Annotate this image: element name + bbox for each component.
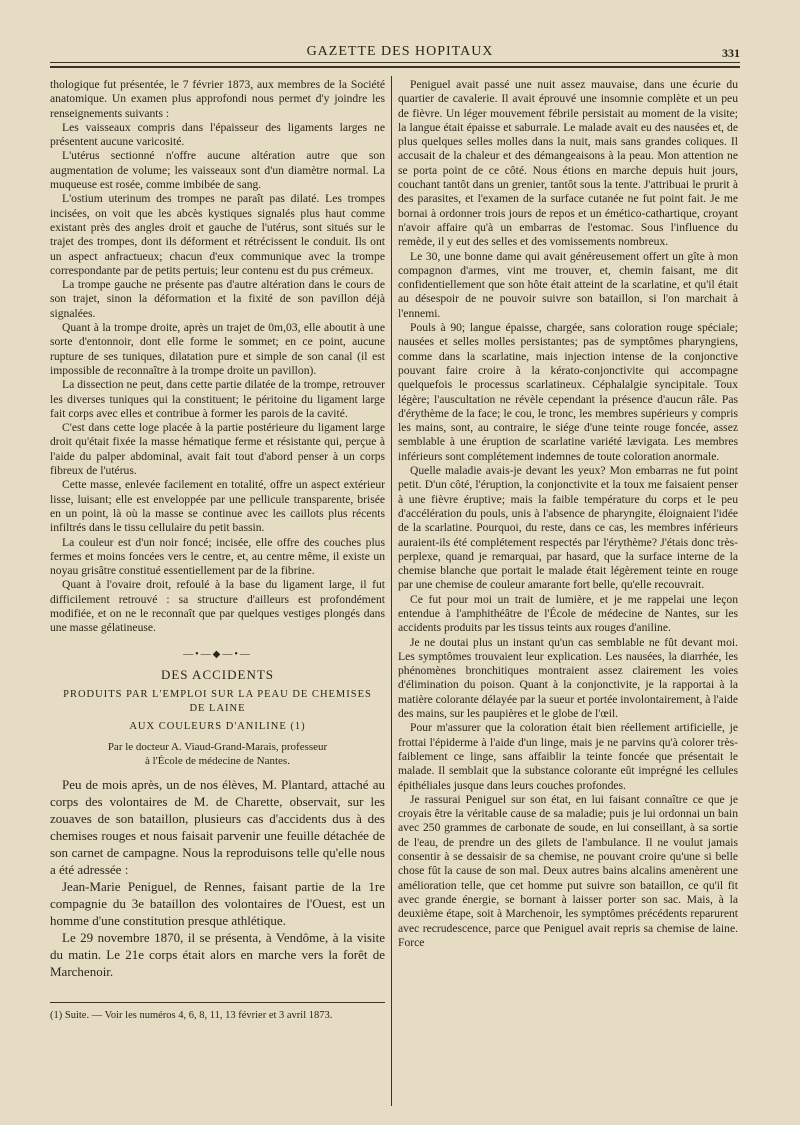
paragraph: Ce fut pour moi un trait de lumière, et je me rappelai une leçon entendue à l'amphithéâtre de l'École de médecine de Nantes, sur les accidents produits par les tissus teints aux rouges d'aniline.	[398, 592, 738, 635]
paragraph: Cette masse, enlevée facilement en totalité, offre un aspect extérieur lisse, luisant; elle est enveloppée par une pellicule transparente, brisée en un point, là où la masse se continue avec les caillots plus récents infiltrés dans le tissu cellulaire du petit bassin.	[50, 478, 385, 535]
page-number: 331	[722, 46, 740, 60]
author-byline	[50, 740, 385, 768]
left-column	[50, 78, 385, 1022]
paragraph: L'ostium uterinum des trompes ne paraît pas dilaté. Les trompes incisées, on voit que les abcès kystiques signalés plus haut comme existant près des angles droit et gauche de l'utérus, sont situés sur le trajet des trompes, dont ils déforment et rétrécissent le conduit. Ils ont un aspect anfractueux; chacun d'eux communique avec la trompe correspondante par de petits pertuis; leur contenu est du pus crémeux.	[50, 192, 385, 277]
paragraph: Quant à la trompe droite, après un trajet de 0m,03, elle aboutit à une sorte d'entonnoir, dont elle forme le sommet; en ce point, aucune rupture de ses tuniques, dilatation pure et simple de son canal (il est impossible de reconnaître à la trompe droite un pavillon).	[50, 321, 385, 377]
paragraph: La dissection ne peut, dans cette partie dilatée de la trompe, retrouver les diverses tuniques qui la constituent; le péritoine du ligament large fait corps avec elles et contribue à former les parois de la cavité.	[50, 378, 385, 420]
paragraph: Quant à l'ovaire droit, refoulé à la base du ligament large, il fut difficilement retrouvé : sa structure d'ailleurs est profondément modifiée, et on ne le reconnaît que par quelques vestiges plongés dans une masse gélatineuse.	[50, 578, 385, 635]
section-ornament: —•—◆—•—	[183, 648, 252, 660]
footnote-rule	[50, 1002, 385, 1003]
author-line-2: à l'École de médecine de Nantes.	[145, 755, 290, 768]
paragraph: Peniguel avait passé une nuit assez mauvaise, dans une écurie du quartier de cavalerie. Il avait éprouvé une insomnie complète et un peu de fièvre. Un léger mouvement fébrile persistait au moment de la visite; la langue était épaisse et saburrale. Le malade avait eu des nausées et, de plus quelques selles molles dans la nuit, mais sans grandes coliques. Il accusait de la chaleur et des démangeaisons à la peau. Mon attention ne se porta point de ce côté. Nous étions en marche depuis huit jours, couchant tantôt dans un grenier, tantôt sous la tente. J'attribuai le prurit à des parasites, et l'examen de la surface cutanée ne fut point fait. Je me bornai à ordonner trois jours de repos et un émético-cathartique, croyant n'avoir affaire qu'à un embarras de l'estomac. Sous l'influence du remède, il y eut des selles et des vomissements nombreux.	[398, 78, 738, 249]
journal-title: GAZETTE DES HOPITAUX	[306, 44, 494, 59]
paragraph: La trompe gauche ne présente pas d'autre altération dans le cours de son trajet, sinon la déformation et la fixité de son pavillon déjà signalées.	[50, 278, 385, 320]
paragraph: Pour m'assurer que la coloration était bien réellement artificielle, je frottai l'épiderme à l'aide d'un linge, mais je ne parvins qu'à colorer très-faiblement ce linge, sans affaiblir la teinte foncée que présentait le malade. Il semblait que la substance colorante eût imprégné les cellules épithéliales jusque dans leurs couches profondes.	[398, 721, 738, 792]
section-title: DES ACCIDENTS	[160, 666, 275, 682]
article-body	[50, 776, 385, 980]
paragraph: Quelle maladie avais-je devant les yeux? Mon embarras ne fut point petit. D'un côté, l'éruption, la conjonctivite et la toux me faisaient penser à une fièvre éruptive; mais la faible température du corps et le peu d'accélération du pouls, unis à l'absence de pharyngite, éloignaient l'idée de la scarlatine. Pourquoi, du reste, dans ce cas, les membres inférieurs auraient-ils été complétement respectés par l'érythème? J'étais donc très-perplexe, quand je remarquai, par hasard, que la surface interne de la chemise blanche que portait le malade était légèrement teinte en rouge par une chemise de couleur amarante fort belle, qu'elle recouvrait.	[398, 464, 738, 592]
paragraph: Le 30, une bonne dame qui avait généreusement offert un gîte à mon compagnon d'armes, vint me trouver, et, chemin faisant, me dit confidentiellement que son hôte était atteint de la scarlatine, et qu'il était au désespoir de ne pouvoir suivre son bataillon, si l'on marchait à l'ennemi.	[398, 249, 738, 320]
page-header	[40, 44, 740, 64]
paragraph: Je ne doutai plus un instant qu'un cas semblable ne fût devant moi. Les symptômes trouvaient leur explication. Les nausées, la diarrhée, les phénomènes bronchitiques montraient assez clairement les voies d'élimination du poison. Quant à la conjonctivite, je la rapportai à la matière colorante délayée par la sueur et portée involontairement, à l'aide des mains, sur les paupières et le globe de l'œil.	[398, 635, 738, 721]
paragraph: C'est dans cette loge placée à la partie postérieure du ligament large droit qu'était fixée la masse hématique ferme et résistante qui, perçue à l'aide du palper abdominal, avait fait tout d'abord penser à un corps fibreux de l'utérus.	[50, 421, 385, 478]
paragraph: Peu de mois après, un de nos élèves, M. Plantard, attaché au corps des volontaires de M. de Charette, observait, sur les zouaves de son bataillon, plusieurs cas d'accidents dus à des chemises rouges et nous faisait parvenir une feuille détachée de son carnet de campagne. Nous la reproduisons telle qu'elle nous a été adressée :	[50, 777, 385, 878]
paragraph: La couleur est d'un noir foncé; incisée, elle offre des couches plus fermes et moins foncées vers le centre, et, au centre même, il existe un noyau grisâtre constitué essentiellement par de la fibrine.	[50, 535, 385, 578]
paragraph: Jean-Marie Peniguel, de Rennes, faisant partie de la 1re compagnie du 3e bataillon des volontaires de l'Ouest, est un homme d'une constitution presque athlétique.	[50, 879, 385, 929]
right-column	[398, 78, 738, 950]
section-subtitle: PRODUITS PAR L'EMPLOI SUR LA PEAU DE CHEMISES DE LAINE	[63, 689, 372, 715]
paragraph: Je rassurai Peniguel sur son état, en lui faisant connaître ce que je croyais être la véritable cause de sa maladie; puis je lui ordonnai un bain avec 250 grammes de carbonate de soude, en lui conseillant, à sa sortie de l'eau, de prendre un des gilets de l'ambulance. Il ne voulut jamais consentir à se dessaisir de sa chemise, ne pouvant croire qu'une si belle chose fût la cause de son mal. Deux autres bains alcalins amenèrent une amélioration telle, que cet homme put suivre son bataillon, ce qu'il fit avec grande énergie, se bornant à laisser porter son sac. Mais, à la deuxième étape, soit à Marchenoir, les symptômes précédents reparurent avec recrudescence, parce que Peniguel avait repris sa chemise de laine. Force	[398, 792, 738, 949]
paragraph: thologique fut présentée, le 7 février 1873, aux membres de la Société anatomique. Un examen plus approfondi nous permet d'y joindre les renseignements suivants :	[50, 78, 385, 120]
header-rule-thin	[50, 62, 740, 63]
paragraph: L'utérus sectionné n'offre aucune altération autre que son augmentation de volume; les vaisseaux sont d'un diamètre normal. La muqueuse est rosée, comme imbibée de sang.	[50, 149, 385, 192]
paragraph: Les vaisseaux compris dans l'épaisseur des ligaments larges ne présentent aucune varicosité.	[50, 120, 385, 149]
author-line-1: Par le docteur A. Viaud-Grand-Marais, professeur	[107, 741, 328, 754]
header-rule-thick	[50, 66, 740, 68]
section-subtitle-2: AUX COULEURS D'ANILINE (1)	[129, 721, 306, 733]
paragraph: Pouls à 90; langue épaisse, chargée, sans coloration rouge spéciale; nausées et selles molles persistantes; pas de symptômes pharyngiens, comme dans la scarlatine, mais injection intense de la conjonctive pouvant faire croire à la kérato-conjonctivite qui accompagne quelquefois le processus scarlatineux. Céphalalgie syncipitale. Toux légère; l'auscultation ne révèle cependant la présence d'aucun râle. Pas d'érythème de la face; le cou, le tronc, les membres supérieurs y compris les mains, sont, au contraire, le siége d'une teinte rouge foncée, assez semblable à une éruption de scarlatine variété lævigata. Les membres inférieurs sont complétement indemnes de toute coloration anormale.	[398, 321, 738, 463]
paragraph: Le 29 novembre 1870, il se présenta, à Vendôme, à la visite du matin. Le 21e corps était alors en marche vers la forêt de Marchenoir.	[50, 930, 385, 980]
column-divider	[391, 76, 392, 1106]
footnote: (1) Suite. — Voir les numéros 4, 6, 8, 11, 13 février et 3 avril 1873.	[50, 1010, 333, 1022]
